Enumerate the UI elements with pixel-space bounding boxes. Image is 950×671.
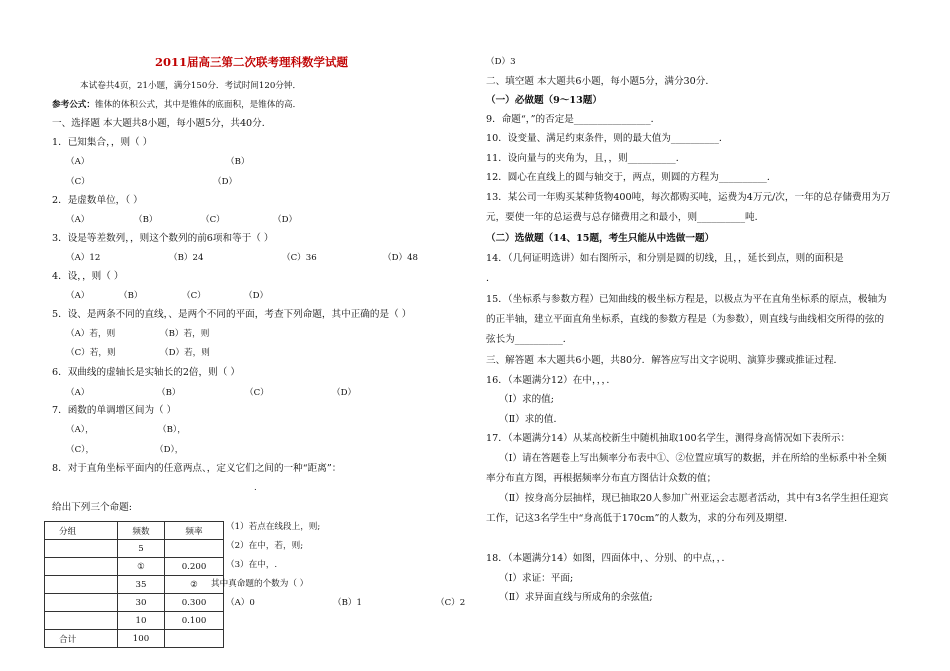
q6-option-b: （B） [157, 388, 181, 398]
question-10: 10．设变量、满足约束条件，则的最大值为__________． [486, 133, 729, 144]
table-cell: 0.100 [165, 612, 224, 630]
table-cell: 100 [118, 630, 165, 648]
section-3-heading: 三、解答题 本大题共6小题，共80分．解答应写出文字说明、演算步骤或推证过程． [486, 355, 844, 366]
q5-option-d: （D）若，则 [160, 348, 210, 358]
table-row [45, 594, 224, 612]
table-cell [45, 594, 118, 612]
table-header-row [45, 522, 224, 540]
question-16: 16．（本题满分12）在中，，，． [486, 375, 616, 386]
optional-part-heading: （二）选做题（14、15题，考生只能从中选做一题） [486, 233, 715, 244]
question-13-line-2: 元，要使一年的总运费与总存储费用之和最小，则__________吨． [486, 212, 765, 223]
q4-option-c: （C） [182, 291, 206, 301]
reference-formula [52, 99, 301, 111]
table-cell: 合计 [45, 630, 118, 648]
question-7: 7．函数的单调增区间为（ ） [52, 405, 177, 416]
table-cell [45, 612, 118, 630]
q5-option-c: （C）若，则 [66, 348, 116, 358]
q1-option-a: （A） [66, 157, 90, 167]
table-cell: 0.300 [165, 594, 224, 612]
reference-label: 参考公式： [52, 100, 95, 110]
table-row [45, 612, 224, 630]
table-cell [165, 630, 224, 648]
page-title: 2011届高三第二次联考理科数学试题 [155, 55, 349, 69]
table-row [45, 558, 224, 576]
q3-option-d: （D）48 [383, 253, 419, 263]
q2-option-a: （A） [66, 215, 90, 225]
q1-option-c: （C） [66, 177, 90, 187]
q4-option-b: （B） [119, 291, 143, 301]
table-cell: 0.200 [165, 558, 224, 576]
question-1: 1．已知集合，，则（ ） [52, 137, 153, 148]
table-cell: 30 [118, 594, 165, 612]
q18-part-1: （Ⅰ）求证：平面; [499, 573, 574, 584]
table-header: 频率 [165, 522, 224, 540]
q3-option-b: （B）24 [169, 253, 204, 263]
q2-option-b: （B） [134, 215, 158, 225]
table-cell [45, 540, 118, 558]
q8-option-b: （B）1 [333, 598, 362, 608]
question-3: 3．设是等差数列，，则这个数列的前6项和等于（ ） [52, 233, 274, 244]
question-15-line-3: 弦长为__________． [486, 334, 573, 345]
question-4: 4．设，，则（ ） [52, 271, 124, 282]
q16-part-1: （Ⅰ）求的值; [499, 394, 554, 405]
table-cell [45, 576, 118, 594]
section-2-heading: 二、填空题 本大题共6小题，每小题5分，满分30分． [486, 76, 715, 87]
frequency-table [44, 521, 224, 648]
q4-option-d: （D） [244, 291, 269, 301]
table-cell: ① [118, 558, 165, 576]
table-cell: 5 [118, 540, 165, 558]
question-6: 6．双曲线的虚轴长是实轴长的2倍，则（ ） [52, 367, 240, 378]
q17-part-2-line-2: 工作，记这3名学生中“身高低于170cm”的人数为，求的分布列及期望． [486, 513, 794, 524]
q5-option-b: （B）若，则 [160, 329, 210, 339]
q1-option-d: （D） [213, 177, 238, 187]
required-part-heading: （一）必做题（9～13题） [486, 95, 602, 106]
question-15-line-1: 15．（坐标系与参数方程）已知曲线的极坐标方程是，以极点为平在直角坐标系的原点，极轴为 [486, 294, 887, 305]
question-12: 12．圆心在直线上的圆与轴交于，两点，则圆的方程为__________． [486, 172, 777, 183]
q16-part-2: （Ⅱ）求的值． [499, 414, 564, 425]
intro-text: 本试卷共4页，21小题，满分150分．考试时间120分钟． [80, 81, 302, 91]
given-propositions-label: 给出下列三个命题: [52, 502, 132, 513]
question-5: 5．设、是两条不同的直线，、是两个不同的平面，考查下列命题，其中正确的是（ ） [52, 309, 412, 320]
q7-option-c: （C）， [66, 445, 95, 455]
q17-part-2-line-1: （Ⅱ）按身高分层抽样，现已抽取20人参加广州亚运会志愿者活动，其中有3名学生担任迎宾 [499, 493, 889, 504]
reference-text: 锥体的体积公式，其中是锥体的底面积，是锥体的高． [94, 100, 302, 110]
question-15-line-2: 的正半轴，建立平面直角坐标系，直线的参数方程是（为参数），则直线与曲线相交所得的弦的 [486, 314, 885, 325]
q6-option-c: （C） [245, 388, 269, 398]
q8-option-a: （A）0 [226, 598, 255, 608]
table-row [45, 630, 224, 648]
question-8: 8．对于直角坐标平面内的任意两点、，定义它们之间的一种“距离”： [52, 463, 342, 474]
q2-option-d: （D） [273, 215, 298, 225]
q17-part-1-line-1: （Ⅰ）请在答题卷上写出频率分布表中①、②位置应填写的数据，并在所给的坐标系中补全频 [499, 453, 887, 464]
q8-option-d: （D）3 [486, 57, 516, 67]
question-18: 18．（本题满分14）如图，四面体中，、分别、的中点，，． [486, 553, 732, 564]
true-proposition-question: 其中真命题的个数为（ ） [211, 579, 309, 589]
q8-option-c: （C）2 [436, 598, 466, 608]
q8-formula-dot: . [254, 483, 257, 493]
question-14-line-2: ． [486, 273, 496, 284]
q4-option-a: （A） [66, 291, 90, 301]
proposition-1: （1）若点在线段上，则; [226, 522, 321, 532]
table-cell: ② [165, 576, 224, 594]
question-14-line-1: 14．（几何证明选讲）如右图所示，和分别是圆的切线，且，，延长到点，则的面积是 [486, 253, 844, 264]
q1-option-b: （B） [226, 157, 250, 167]
q7-option-b: （B）， [158, 425, 186, 435]
question-13-line-1: 13．某公司一年购买某种货物400吨，每次都购买吨，运费为4万元/次，一年的总存储费用为万 [486, 192, 891, 203]
q2-option-c: （C） [201, 215, 225, 225]
q6-option-a: （A） [66, 388, 90, 398]
table-header: 分组 [45, 522, 118, 540]
q3-option-a: （A）12 [66, 253, 101, 263]
question-2: 2．是虚数单位，（ ） [52, 195, 143, 206]
proposition-2: （2）在中，若，则; [226, 541, 304, 551]
q7-option-a: （A）， [66, 425, 94, 435]
table-cell: 35 [118, 576, 165, 594]
table-header: 频数 [118, 522, 165, 540]
q5-option-a: （A）若，则 [66, 329, 116, 339]
q6-option-d: （D） [332, 388, 357, 398]
table-row [45, 576, 224, 594]
q7-option-d: （D）， [155, 445, 184, 455]
q3-option-c: （C）36 [282, 253, 317, 263]
question-9: 9．命题“，”的否定是________________． [486, 114, 661, 125]
q18-part-2: （Ⅱ）求异面直线与所成角的余弦值; [499, 592, 653, 603]
question-17: 17．（本题满分14）从某高校新生中随机抽取100名学生，测得身高情况如下表所示： [486, 433, 851, 444]
section-1-heading: 一、选择题 本大题共8小题，每小题5分，共40分． [52, 118, 272, 129]
question-11: 11．设向量与的夹角为，且，，则__________． [486, 153, 686, 164]
table-cell: 10 [118, 612, 165, 630]
q17-part-1-line-2: 率分布直方图，再根据频率分布直方图估计众数的值； [486, 473, 717, 484]
table-cell [165, 540, 224, 558]
table-cell [45, 558, 118, 576]
table-row [45, 540, 224, 558]
proposition-3: （3）在中，. [226, 560, 278, 570]
